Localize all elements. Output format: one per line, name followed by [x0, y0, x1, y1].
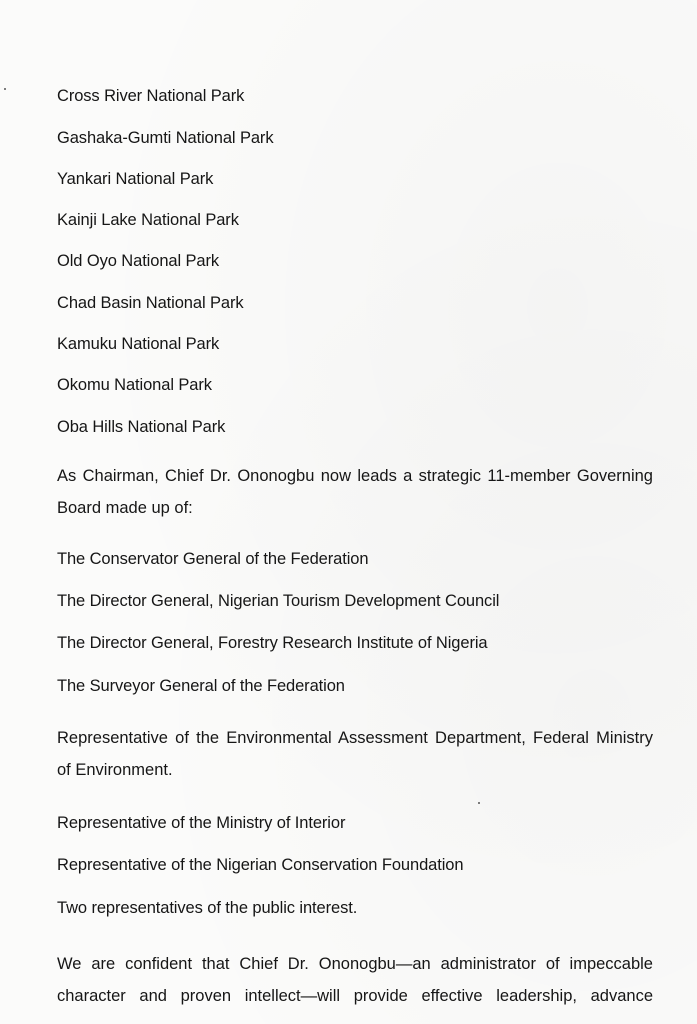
park-item: Gashaka-Gumti National Park [57, 129, 274, 147]
park-item: Oba Hills National Park [57, 418, 226, 436]
park-item: Chad Basin National Park [57, 294, 244, 312]
park-item: Kamuku National Park [57, 335, 220, 353]
board-member-item: The Director General, Nigerian Tourism Development Council [57, 592, 500, 610]
scan-speck [478, 802, 480, 804]
park-item: Yankari National Park [57, 170, 214, 188]
closing-paragraph: We are confident that Chief Dr. Ononogbu—an administrator of impeccable character and proven intellect—will provide effective leadership, advance [57, 955, 653, 1005]
park-item: Kainji Lake National Park [57, 211, 239, 229]
board-member-item: Representative of the Environmental Assessment Department, Federal Ministry of Environment. [57, 729, 653, 779]
board-intro-paragraph: As Chairman, Chief Dr. Ononogbu now leads a strategic 11-member Governing Board made up of: [57, 467, 653, 517]
board-member-item: Representative of the Ministry of Interior [57, 814, 346, 832]
board-member-item: Representative of the Nigerian Conservation Foundation [57, 856, 464, 874]
board-member-item: The Director General, Forestry Research Institute of Nigeria [57, 634, 488, 652]
board-member-item: Two representatives of the public interest. [57, 899, 358, 917]
park-item: Okomu National Park [57, 376, 212, 394]
scan-speck [4, 88, 6, 90]
board-member-item: The Surveyor General of the Federation [57, 677, 345, 695]
park-item: Old Oyo National Park [57, 252, 220, 270]
board-member-item: The Conservator General of the Federation [57, 550, 369, 568]
park-item: Cross River National Park [57, 87, 245, 105]
